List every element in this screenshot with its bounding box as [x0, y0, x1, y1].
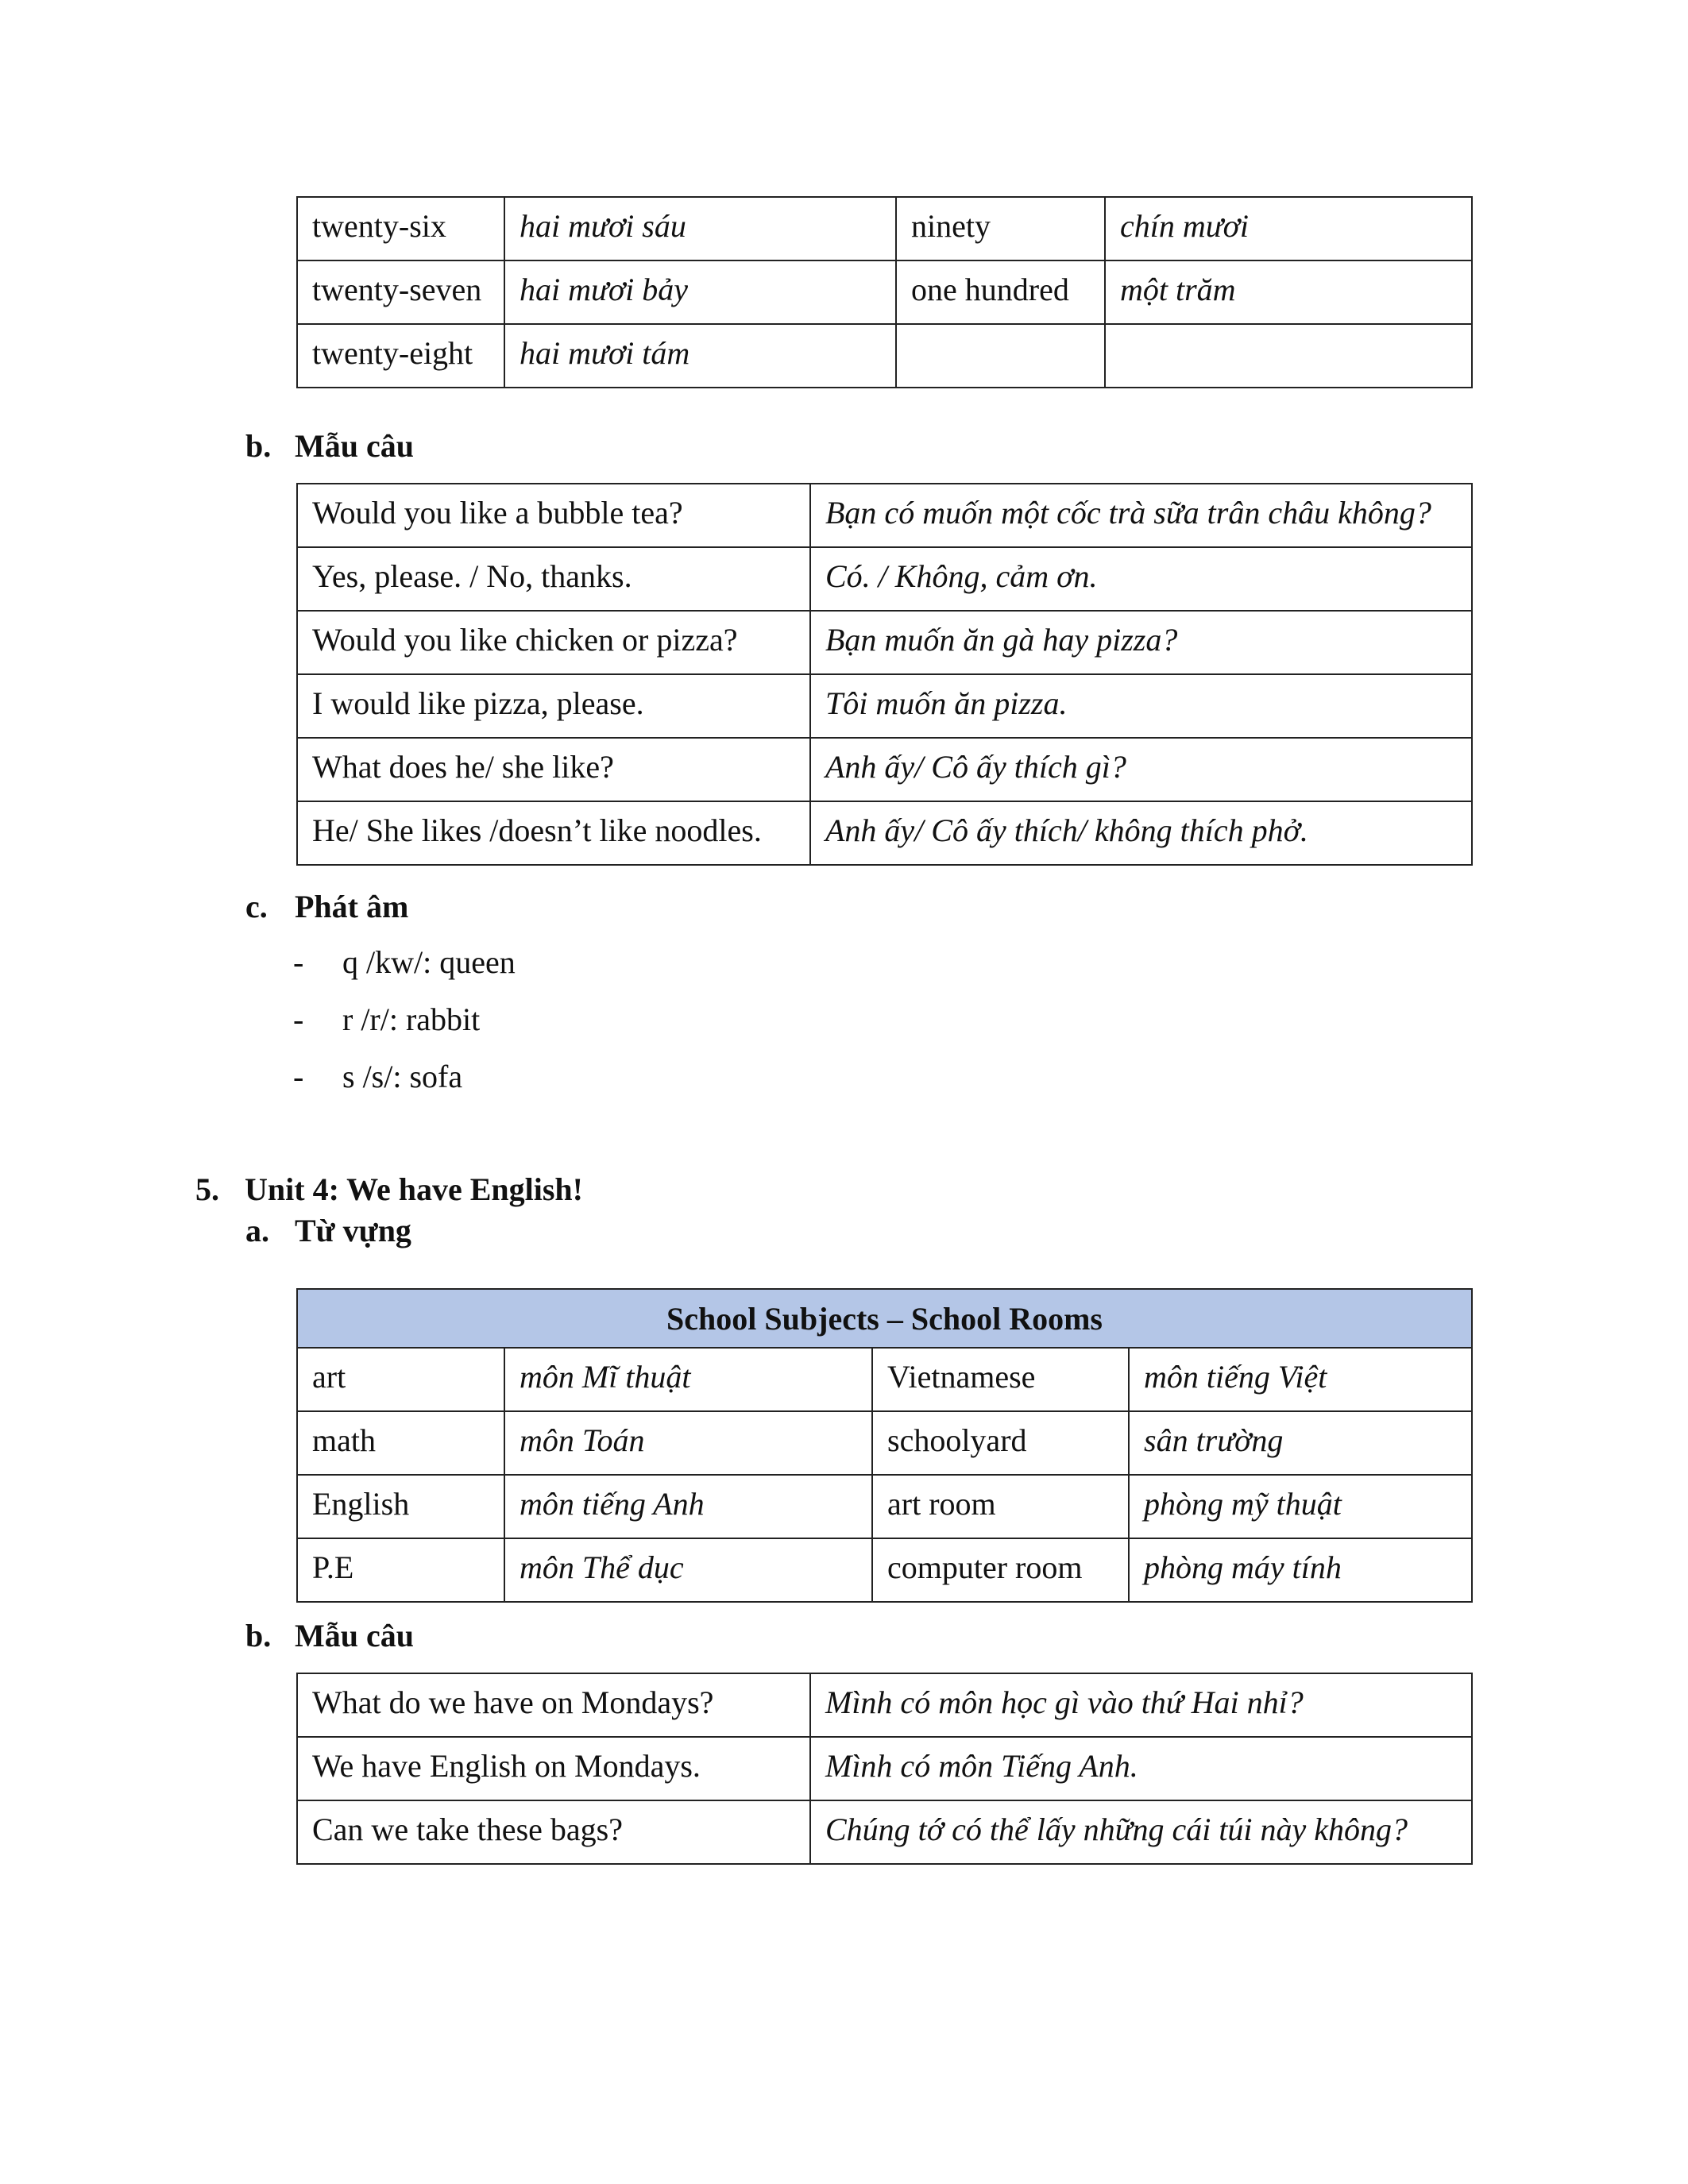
table-row: [297, 260, 1472, 324]
section-c-heading: [245, 888, 408, 925]
table-row: [297, 611, 1472, 674]
vietnamese-cell: Mình có môn học gì vào thứ Hai nhỉ?: [810, 1673, 1472, 1737]
table-row: [297, 1475, 1472, 1538]
english-cell: Would you like a bubble tea?: [297, 484, 810, 547]
vietnamese-cell: hai mươi tám: [504, 324, 896, 388]
vietnamese-cell: môn tiếng Việt: [1129, 1348, 1472, 1411]
section-letter: b.: [245, 428, 272, 464]
english-cell: twenty-seven: [297, 260, 504, 324]
unit-heading: [195, 1171, 583, 1208]
table-row: [297, 324, 1472, 388]
pronunciation-item: - q /kw/: queen: [293, 944, 516, 980]
english-cell: Can we take these bags?: [297, 1800, 810, 1864]
vietnamese-cell: [1105, 324, 1472, 388]
table-row: [297, 1800, 1472, 1864]
english-cell: twenty-six: [297, 197, 504, 260]
section-b2-heading: [245, 1617, 414, 1654]
section-title: Từ vựng: [295, 1213, 411, 1248]
english-cell: English: [297, 1475, 504, 1538]
english-cell: computer room: [872, 1538, 1129, 1602]
english-cell: twenty-eight: [297, 324, 504, 388]
table-row: [297, 1348, 1472, 1411]
unit-number: 5.: [195, 1171, 219, 1207]
english-cell: math: [297, 1411, 504, 1475]
section-title: Mẫu câu: [295, 428, 414, 464]
vietnamese-cell: Bạn có muốn một cốc trà sữa trân châu không?: [810, 484, 1472, 547]
vietnamese-cell: môn tiếng Anh: [504, 1475, 872, 1538]
vietnamese-cell: Anh ấy/ Cô ấy thích gì?: [810, 738, 1472, 801]
vietnamese-cell: Có. / Không, cảm ơn.: [810, 547, 1472, 611]
table-row: [297, 738, 1472, 801]
pronunciation-item: - s /s/: sofa: [293, 1059, 463, 1094]
table-row: [297, 484, 1472, 547]
english-cell: What do we have on Mondays?: [297, 1673, 810, 1737]
table-row: [297, 1737, 1472, 1800]
section-letter: a.: [245, 1213, 269, 1248]
section-title: Mẫu câu: [295, 1618, 414, 1653]
english-cell: What does he/ she like?: [297, 738, 810, 801]
english-cell: schoolyard: [872, 1411, 1129, 1475]
table-row: [297, 1673, 1472, 1737]
vietnamese-cell: phòng máy tính: [1129, 1538, 1472, 1602]
sentences-table-1: [296, 483, 1473, 866]
vietnamese-cell: Tôi muốn ăn pizza.: [810, 674, 1472, 738]
section-title: Phát âm: [295, 889, 409, 924]
vietnamese-cell: phòng mỹ thuật: [1129, 1475, 1472, 1538]
english-cell: art room: [872, 1475, 1129, 1538]
english-cell: He/ She likes /doesn’t like noodles.: [297, 801, 810, 865]
section-b-heading: [245, 427, 414, 465]
vietnamese-cell: sân trường: [1129, 1411, 1472, 1475]
vietnamese-cell: môn Mĩ thuật: [504, 1348, 872, 1411]
table-row: [297, 674, 1472, 738]
vietnamese-cell: môn Thể dục: [504, 1538, 872, 1602]
pronunciation-item: - r /r/: rabbit: [293, 1001, 481, 1037]
vocab-table-header: School Subjects – School Rooms: [297, 1289, 1472, 1348]
vietnamese-cell: Chúng tớ có thể lấy những cái túi này không?: [810, 1800, 1472, 1864]
table-row: [297, 1538, 1472, 1602]
english-cell: ninety: [896, 197, 1105, 260]
english-cell: We have English on Mondays.: [297, 1737, 810, 1800]
english-cell: one hundred: [896, 260, 1105, 324]
vietnamese-cell: Anh ấy/ Cô ấy thích/ không thích phở.: [810, 801, 1472, 865]
table-row: [297, 197, 1472, 260]
english-cell: P.E: [297, 1538, 504, 1602]
section-letter: b.: [245, 1618, 272, 1653]
vietnamese-cell: Bạn muốn ăn gà hay pizza?: [810, 611, 1472, 674]
unit-title: Unit 4: We have English!: [245, 1171, 583, 1207]
table-row: [297, 547, 1472, 611]
vietnamese-cell: hai mươi bảy: [504, 260, 896, 324]
english-cell: Vietnamese: [872, 1348, 1129, 1411]
vietnamese-cell: môn Toán: [504, 1411, 872, 1475]
vietnamese-cell: hai mươi sáu: [504, 197, 896, 260]
english-cell: art: [297, 1348, 504, 1411]
vietnamese-cell: chín mươi: [1105, 197, 1472, 260]
english-cell: I would like pizza, please.: [297, 674, 810, 738]
vietnamese-cell: một trăm: [1105, 260, 1472, 324]
english-cell: Would you like chicken or pizza?: [297, 611, 810, 674]
english-cell: Yes, please. / No, thanks.: [297, 547, 810, 611]
vietnamese-cell: Mình có môn Tiếng Anh.: [810, 1737, 1472, 1800]
table-row: [297, 1411, 1472, 1475]
section-a-heading: [245, 1212, 411, 1249]
section-letter: c.: [245, 889, 268, 924]
vocab-table: [296, 1288, 1473, 1603]
table-row: [297, 801, 1472, 865]
english-cell: [896, 324, 1105, 388]
sentences-table-2: [296, 1673, 1473, 1865]
numbers-table: [296, 196, 1473, 388]
